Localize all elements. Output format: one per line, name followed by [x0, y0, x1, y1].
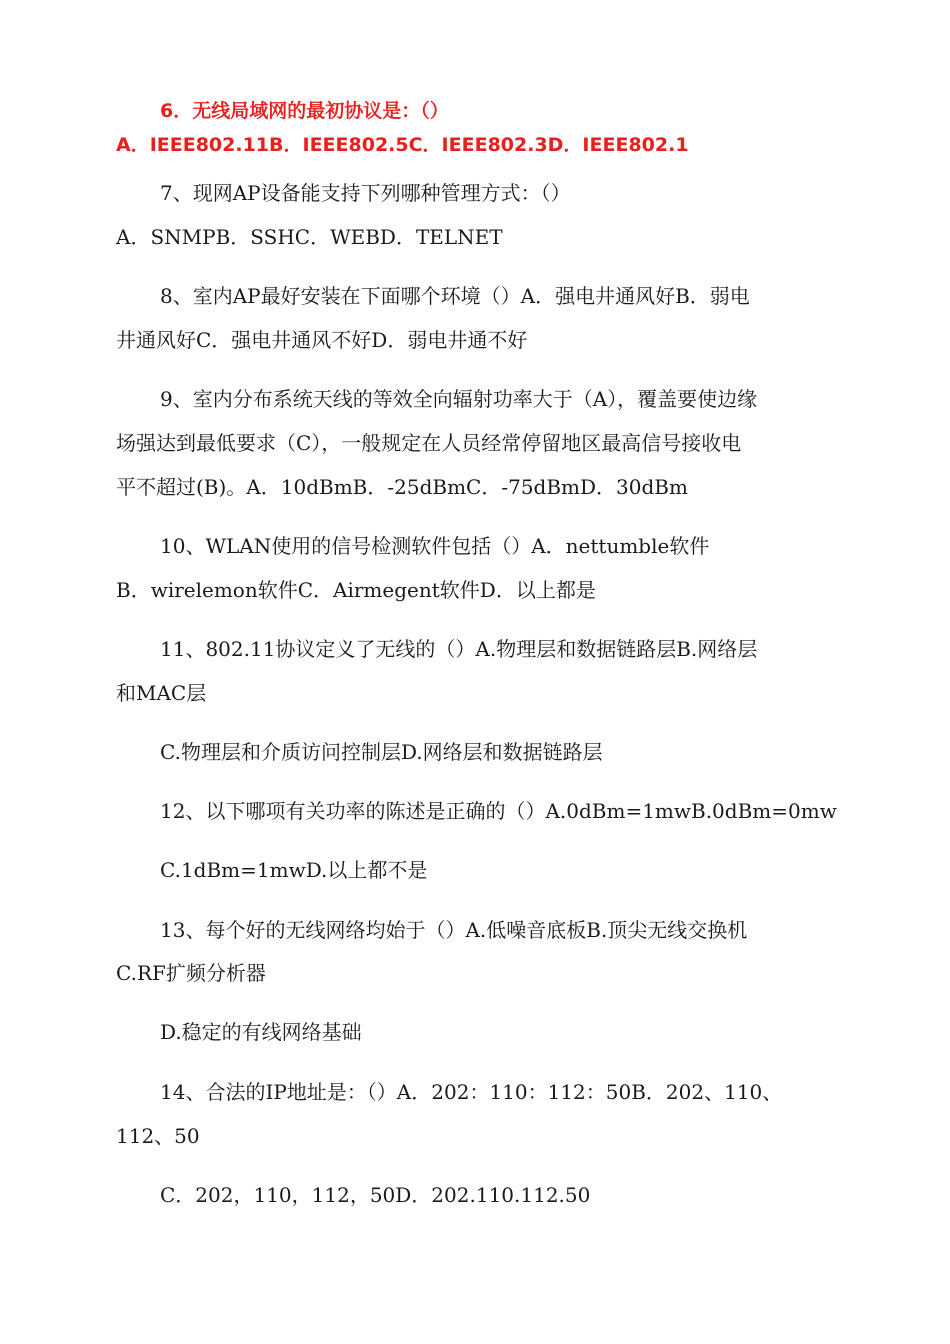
question-8-text: 8、室内AP最好安装在下面哪个环境（）A．强电井通风好B．弱电: [160, 284, 750, 308]
question-6-text: 6．无线局域网的最初协议是：（）: [160, 100, 449, 122]
question-13-text: 13、每个好的无线网络均始于（）A.低噪音底板B.顶尖无线交换机: [160, 918, 748, 942]
question-11-text: 11、802.11协议定义了无线的（）A.物理层和数据链路层B.网络层: [160, 637, 758, 661]
question-7-options: A．SNMPB．SSHC．WEBD．TELNET: [116, 225, 503, 249]
question-9-text-cont-2: 平不超过(B)。A．10dBmB．-25dBmC．-75dBmD．30dBm: [116, 475, 688, 499]
question-10-text: 10、WLAN使用的信号检测软件包括（）A．nettumble软件: [160, 534, 710, 558]
question-10-options: B．wirelemon软件C．Airmegent软件D．以上都是: [116, 578, 596, 602]
question-8-text-cont: 井通风好C．强电井通风不好D．弱电井通不好: [116, 328, 528, 352]
question-7-text: 7、现网AP设备能支持下列哪种管理方式：（）: [160, 181, 571, 205]
question-12-text: 12、以下哪项有关功率的陈述是正确的（）A.0dBm=1mwB.0dBm=0mw: [160, 799, 837, 823]
question-9-text-cont-1: 场强达到最低要求（C），一般规定在人员经常停留地区最高信号接收电: [116, 431, 742, 455]
question-14-options: C．202，110，112，50D．202.110.112.50: [160, 1183, 591, 1207]
question-9-text: 9、室内分布系统天线的等效全向辐射功率大于（A），覆盖要使边缘: [160, 387, 758, 411]
question-13-text-cont: C.RF扩频分析器: [116, 961, 266, 985]
question-14-text: 14、合法的IP地址是：（）A．202：110：112：50B．202、110、: [160, 1080, 783, 1104]
question-11-options: C.物理层和介质访问控制层D.网络层和数据链路层: [160, 740, 603, 764]
question-11-text-cont: 和MAC层: [116, 681, 207, 705]
question-12-options: C.1dBm=1mwD.以上都不是: [160, 858, 428, 882]
question-13-options: D.稳定的有线网络基础: [160, 1020, 362, 1044]
question-14-text-cont: 112、50: [116, 1124, 200, 1148]
question-6-options: A．IEEE802.11B．IEEE802.5C．IEEE802.3D．IEEE802.1: [116, 134, 689, 156]
